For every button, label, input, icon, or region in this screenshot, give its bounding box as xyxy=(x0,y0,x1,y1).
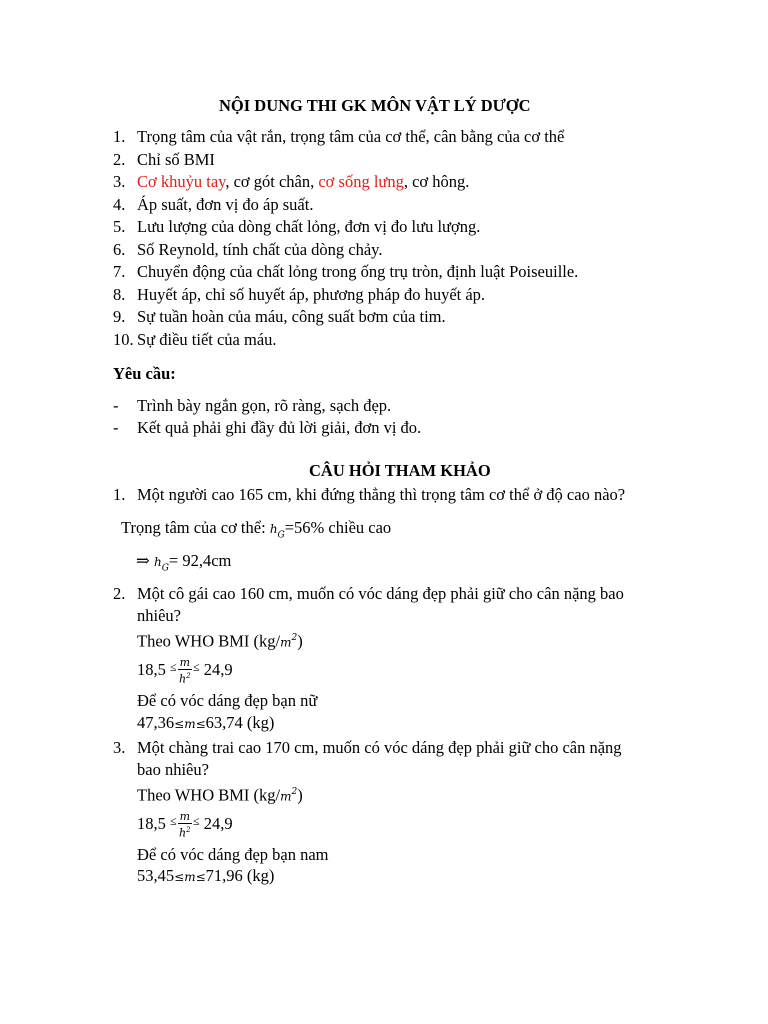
implies-icon: ⇒ xyxy=(136,551,150,570)
bmi-inequality xyxy=(137,655,233,686)
item-number: 9. xyxy=(113,307,126,326)
answer-1-line2 xyxy=(136,551,231,578)
conclusion-line: Để có vóc dáng đẹp bạn nam xyxy=(137,845,329,864)
item-number: 1. xyxy=(113,127,126,146)
item-text: Chuyển động của chất lỏng trong ống trụ tròn, định luật Poiseuille. xyxy=(137,262,579,281)
item-text: Sự tuần hoàn của máu, công suất bơm của tim. xyxy=(137,307,446,326)
result-low: 47,36 xyxy=(137,713,175,732)
item-text: Huyết áp, chỉ số huyết áp, phương pháp đo huyết áp. xyxy=(137,285,486,304)
square: 2 xyxy=(186,825,191,834)
question-3-cont: bao nhiêu? xyxy=(137,760,209,779)
bullet: - xyxy=(113,418,119,437)
result-high: 71,96 (kg) xyxy=(205,866,275,885)
fraction-numerator: m xyxy=(179,655,191,669)
m-symbol: m xyxy=(184,870,196,884)
who-bmi-line xyxy=(137,782,303,807)
item-number: 8. xyxy=(113,285,126,304)
bmi-fraction xyxy=(178,811,192,840)
item-number: 3. xyxy=(113,172,126,191)
bmi-low: 18,5 xyxy=(137,814,166,833)
bullet: - xyxy=(113,396,119,415)
reference-heading: CÂU HỎI THAM KHẢO xyxy=(309,461,491,480)
question-number: 3. xyxy=(113,738,126,757)
item-number: 4. xyxy=(113,195,126,214)
question-2-cont: nhiêu? xyxy=(137,606,181,625)
list-item xyxy=(113,127,564,147)
question-1 xyxy=(113,485,625,505)
list-item xyxy=(113,150,215,170)
page-title: NỘI DUNG THI GK MÔN VẬT LÝ DƯỢC xyxy=(219,96,531,115)
result-line xyxy=(137,713,274,734)
item-number: 6. xyxy=(113,240,126,259)
requirement-item xyxy=(113,396,391,416)
le-symbol: ≤ xyxy=(170,660,177,674)
requirement-text: Trình bày ngắn gọn, rõ ràng, sạch đẹp. xyxy=(137,396,392,415)
item-text: Lưu lượng của dòng chất lỏng, đơn vị đo lưu lượng. xyxy=(137,217,481,236)
bmi-inequality xyxy=(137,809,233,840)
item-text: Sự điều tiết của máu. xyxy=(137,330,277,349)
list-item xyxy=(113,285,485,305)
who-label: Theo WHO BMI (kg/ xyxy=(137,631,281,651)
question-text: Một người cao 165 cm, khi đứng thẳng thì trọng tâm cơ thể ở độ cao nào? xyxy=(137,485,626,504)
le-symbol: ≤ xyxy=(193,660,200,674)
question-number: 2. xyxy=(113,584,126,603)
highlight-elbow-muscle: Cơ khuỷu tay xyxy=(137,172,226,191)
h-symbol: h xyxy=(179,672,187,686)
requirements-heading: Yêu cầu: xyxy=(113,364,176,383)
h-symbol: h xyxy=(153,555,162,569)
bmi-high: 24,9 xyxy=(203,660,233,679)
item-number: 10. xyxy=(113,330,134,349)
list-item xyxy=(113,172,469,192)
le-symbol: ≤ xyxy=(193,814,200,828)
le-symbol: ≤ xyxy=(170,814,177,828)
m-symbol: m xyxy=(280,789,292,804)
answer-value: = 92,4cm xyxy=(168,551,232,570)
result-high: 63,74 (kg) xyxy=(205,713,275,732)
g-subscript: G xyxy=(161,563,169,574)
result-low: 53,45 xyxy=(137,866,175,885)
question-text: Một cô gái cao 160 cm, muốn có vóc dáng đẹp phải giữ cho cân nặng bao xyxy=(137,584,624,603)
requirement-text: Kết quả phải ghi đầy đủ lời giải, đơn vị đo. xyxy=(137,418,422,437)
item-text: Chỉ số BMI xyxy=(137,150,215,169)
list-item xyxy=(113,240,382,260)
bmi-fraction xyxy=(178,657,192,686)
item-number: 7. xyxy=(113,262,126,281)
h-symbol: h xyxy=(179,826,187,840)
item-number: 5. xyxy=(113,217,126,236)
bmi-high: 24,9 xyxy=(203,814,233,833)
result-line xyxy=(137,866,274,887)
m-symbol: m xyxy=(184,717,196,731)
answer-value: =56% chiều cao xyxy=(284,518,392,537)
square: 2 xyxy=(186,671,191,680)
list-item xyxy=(113,195,313,215)
item-text: , cơ gót chân, xyxy=(225,172,319,191)
highlight-back-muscle: cơ sống lưng xyxy=(318,172,404,191)
fraction-denominator xyxy=(178,824,192,840)
conclusion-line: Để có vóc dáng đẹp bạn nữ xyxy=(137,691,318,710)
item-text: Số Reynold, tính chất của dòng chảy. xyxy=(137,240,383,259)
list-item xyxy=(113,307,446,327)
question-2 xyxy=(113,584,624,604)
who-bmi-line xyxy=(137,628,303,653)
list-item xyxy=(113,262,578,282)
question-number: 1. xyxy=(113,485,126,504)
m-symbol: m xyxy=(280,635,292,650)
le-symbol: ≤ xyxy=(174,717,185,731)
fraction-denominator xyxy=(178,670,192,686)
le-symbol: ≤ xyxy=(195,717,206,731)
question-3 xyxy=(113,738,622,758)
list-item xyxy=(113,330,277,350)
item-number: 2. xyxy=(113,150,126,169)
fraction-numerator: m xyxy=(179,809,191,823)
g-subscript: G xyxy=(277,530,285,541)
h-symbol: h xyxy=(269,522,278,536)
list-item xyxy=(113,217,480,237)
paren: ) xyxy=(297,631,303,651)
item-text: Trọng tâm của vật rắn, trọng tâm của cơ thể, cân bằng của cơ thể xyxy=(137,127,565,146)
le-symbol: ≤ xyxy=(195,870,206,884)
square: 2 xyxy=(291,633,298,643)
answer-1-line1 xyxy=(121,518,391,545)
paren: ) xyxy=(297,785,303,805)
bmi-low: 18,5 xyxy=(137,660,166,679)
who-label: Theo WHO BMI (kg/ xyxy=(137,785,281,805)
answer-label: Trọng tâm của cơ thể: xyxy=(121,518,270,537)
question-text: Một chàng trai cao 170 cm, muốn có vóc dáng đẹp phải giữ cho cân nặng xyxy=(137,738,622,757)
requirement-item xyxy=(113,418,421,438)
square: 2 xyxy=(291,787,298,797)
item-text-tail: , cơ hông. xyxy=(403,172,470,191)
item-text: Áp suất, đơn vị đo áp suất. xyxy=(137,195,314,214)
le-symbol: ≤ xyxy=(174,870,185,884)
